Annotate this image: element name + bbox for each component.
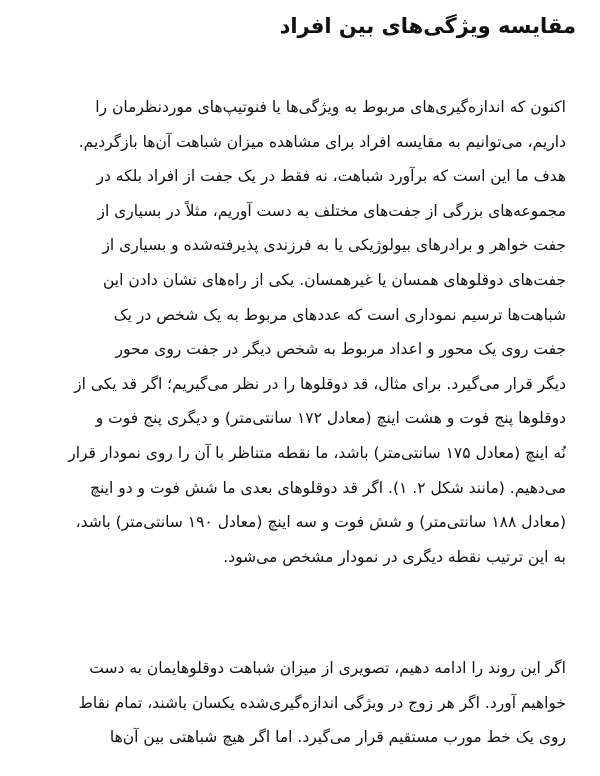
paragraph-line: روی یک خط مورب مستقیم قرار می‌گیرد. اما اگر هیچ شباهتی بین آن‌ها — [109, 728, 566, 747]
section-heading: مقایسه ویژگی‌های بین افراد — [279, 14, 576, 38]
paragraph-line: اگر این روند را ادامه دهیم، تصویری از میزان شباهت دوقلوهایمان به دست — [89, 659, 566, 677]
paragraph-line: به این ترتیب نقطه دیگری در نمودار مشخص می‌شود. — [223, 547, 566, 566]
paragraph-line: هدف ما این است که برآورد شباهت، نه فقط در یک جفت از افراد بلکه در — [96, 167, 566, 186]
body-paragraph-2 — [34, 651, 566, 755]
paragraph-line: جفت روی یک محور و اعداد مربوط به شخص دیگر در جفت روی محور — [115, 340, 566, 359]
paragraph-line: نُه اینچ (معادل ۱۷۵ سانتی‌متر) باشد، ما نقطه متناظر با آن را روی نمودار قرار — [68, 443, 566, 462]
paragraph-line: جفت خواهر و برادرهای بیولوژیکی یا به فرزندی پذیرفته‌شده و بسیاری از — [102, 236, 566, 255]
paragraph-line: دیگر قرار می‌گیرد. برای مثال، قد دوقلوها را در نظر می‌گیریم؛ اگر قد یکی از — [74, 374, 566, 393]
paragraph-line: اکنون که اندازه‌گیری‌های مربوط به ویژگی‌ها یا فنوتیپ‌های موردنظرمان را — [95, 98, 566, 116]
paragraph-line: دوقلوها پنج فوت و هشت اینچ (معادل ۱۷۲ سانتی‌متر) و دیگری پنج فوت و — [95, 409, 566, 428]
paragraph-line: داریم، می‌توانیم به مقایسه افراد برای مشاهده میزان شباهت آن‌ها بازگردیم. — [78, 132, 566, 151]
body-paragraph-1 — [34, 90, 566, 574]
paragraph-line: شباهت‌ها ترسیم نموداری است که عددهای مربوط به یک شخص در یک — [113, 305, 566, 324]
paragraph-line: می‌دهیم. (مانند شکل ۲. ۱). اگر قد دوقلوهای بعدی ما شش فوت و دو اینچ — [89, 478, 566, 497]
paragraph-line: جفت‌های دوقلوهای همسان یا غیرهمسان. یکی از راه‌های نشان دادن این — [102, 270, 566, 289]
paragraph-line: خواهیم آورد. اگر هر زوج در ویژگی اندازه‌گیری‌شده یکسان باشند، تمام نقاط — [78, 693, 566, 712]
paragraph-line: (معادل ۱۸۸ سانتی‌متر) و شش فوت و سه اینچ (معادل ۱۹۰ سانتی‌متر) باشد، — [75, 513, 566, 532]
paragraph-line: مجموعه‌های بزرگی از جفت‌های مختلف به دست آوریم، مثلاً در بسیاری از — [97, 201, 566, 220]
